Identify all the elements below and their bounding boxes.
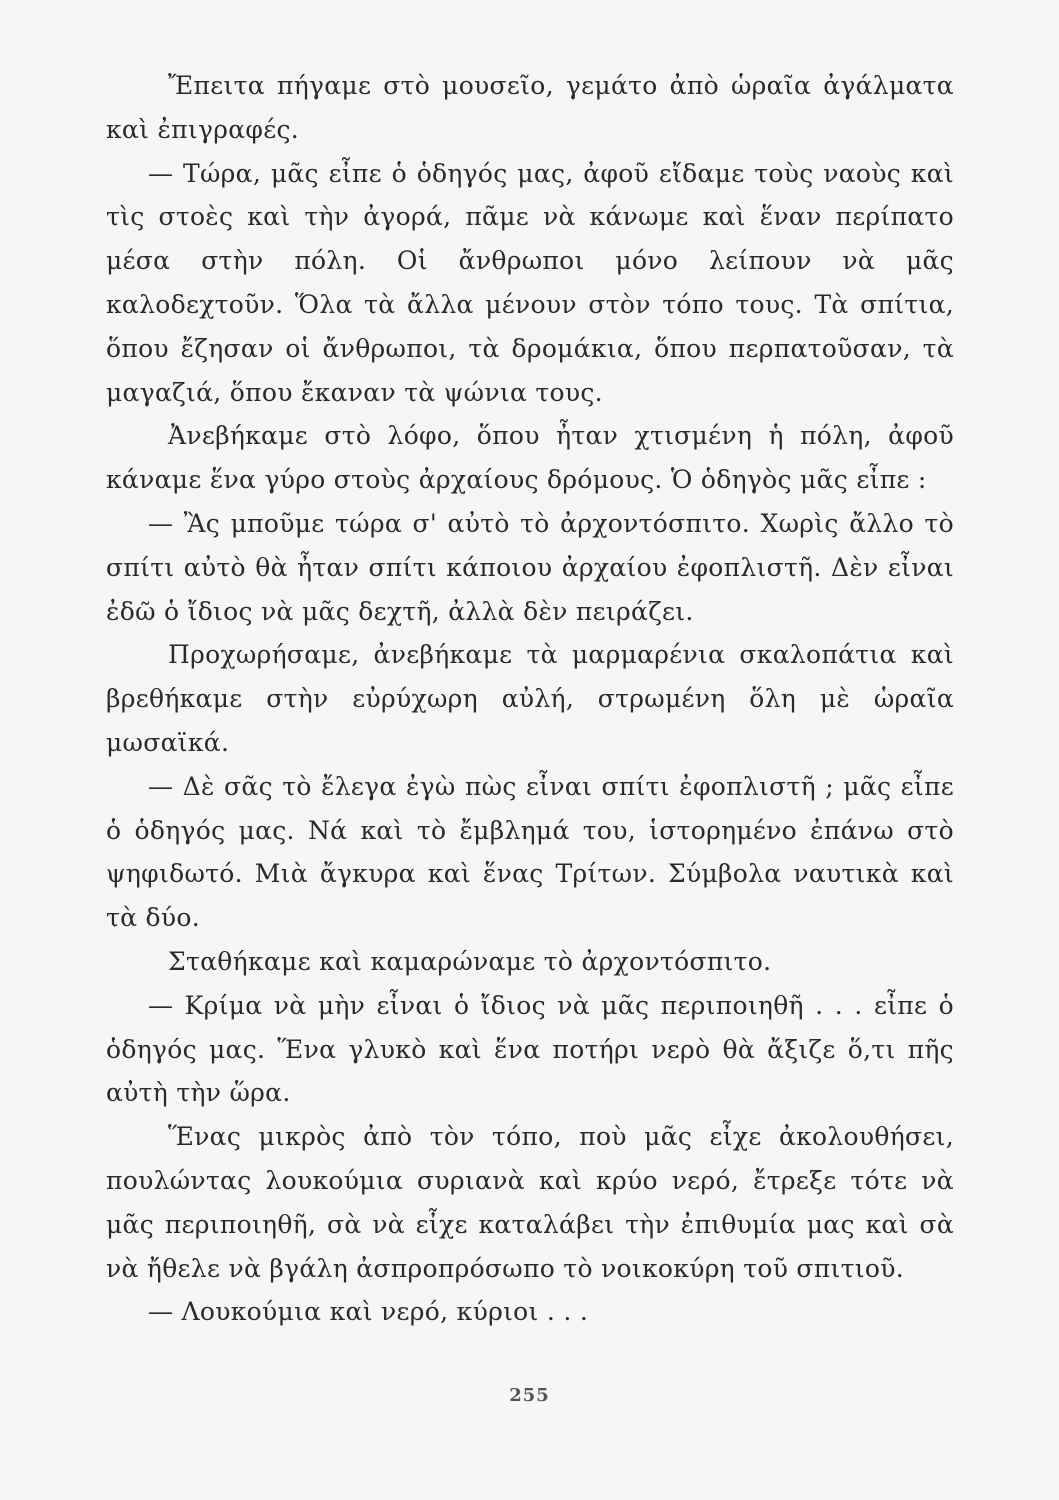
dialogue-paragraph: — Τώρα, μᾶς εἶπε ὁ ὁδηγός μας, ἀφοῦ εἴδαμε τοὺς ναοὺς καὶ τὶς στοὲς καὶ τὴν ἀγορά, πᾶμε νὰ κάνωμε καὶ ἕναν περίπατο μέσα στὴν πόλη. Οἱ ἄνθρωποι μόνο λείπουν νὰ μᾶς καλοδεχτοῦν. Ὅλα τὰ ἄλλα μένουν στὸν τόπο τους. Τὰ σπίτια, ὅπου ἔζησαν οἱ ἄνθρωποι, τὰ δρομάκια, ὅπου περπατοῦσαν, τὰ μαγαζιά, ὅπου ἔκαναν τὰ ψώνια τους.: [106, 158, 954, 407]
dialogue-paragraph: — Δὲ σᾶς τὸ ἔλεγα ἐγὼ πὼς εἶναι σπίτι ἐφοπλιστῆ ; μᾶς εἶπε ὁ ὁδηγός μας. Νά καὶ τὸ ἔμβλημά του, ἱστορημένο ἐπάνω στὸ ψηφιδωτό. Μιὰ ἄγκυρα καὶ ἕνας Τρίτων. Σύμβολα ναυτικὰ καὶ τὰ δύο.: [106, 771, 954, 933]
body-text: [106, 64, 954, 1334]
paragraph: Ἕνας μικρὸς ἀπὸ τὸν τόπο, ποὺ μᾶς εἶχε ἀκολουθήσει, πουλώντας λουκούμια συριανὰ καὶ κρύο νερό, ἔτρεξε τότε νὰ μᾶς περιποιηθῆ, σὰ νὰ εἶχε καταλάβει τὴν ἐπιθυμία μας καὶ σὰ νὰ ἤθελε νὰ βγάλη ἀσπροπρόσωπο τὸ νοικοκύρη τοῦ σπιτιοῦ.: [106, 1122, 954, 1283]
dialogue-paragraph: — Ἂς μποῦμε τώρα σ' αὐτὸ τὸ ἀρχοντόσπιτο. Χωρὶς ἄλλο τὸ σπίτι αὐτὸ θὰ ἦταν σπίτι κάποιου ἀρχαίου ἐφοπλιστῆ. Δὲν εἶναι ἐδῶ ὁ ἴδιος νὰ μᾶς δεχτῆ, ἀλλὰ δὲν πειράζει.: [106, 508, 954, 626]
dialogue-paragraph: — Λουκούμια καὶ νερό, κύριοι . . .: [148, 1297, 589, 1327]
paragraph: Ἔπειτα πήγαμε στὸ μουσεῖο, γεμάτο ἀπὸ ὡραῖα ἀγάλματα καὶ ἐπιγραφές.: [106, 71, 954, 144]
paragraph: Σταθήκαμε καὶ καμαρώναμε τὸ ἀρχοντόσπιτο.: [168, 946, 772, 976]
paragraph: Προχωρήσαμε, ἀνεβήκαμε τὰ μαρμαρένια σκαλοπάτια καὶ βρεθήκαμε στὴν εὐρύχωρη αὐλή, στρωμένη ὅλη μὲ ὡραῖα μωσαϊκά.: [106, 640, 954, 757]
paragraph: Ἀνεβήκαμε στὸ λόφο, ὅπου ἦταν χτισμένη ἡ πόλη, ἀφοῦ κάναμε ἕνα γύρο στοὺς ἀρχαίους δρόμους. Ὁ ὁδηγὸς μᾶς εἶπε :: [106, 421, 954, 495]
page-number: 255: [509, 1385, 550, 1406]
dialogue-paragraph: — Κρίμα νὰ μὴν εἶναι ὁ ἴδιος νὰ μᾶς περιποιηθῆ . . . εἶπε ὁ ὁδηγός μας. Ἕνα γλυκὸ καὶ ἕνα ποτήρι νερὸ θὰ ἄξιζε ὅ,τι πῆς αὐτὴ τὴν ὥρα.: [106, 990, 954, 1108]
